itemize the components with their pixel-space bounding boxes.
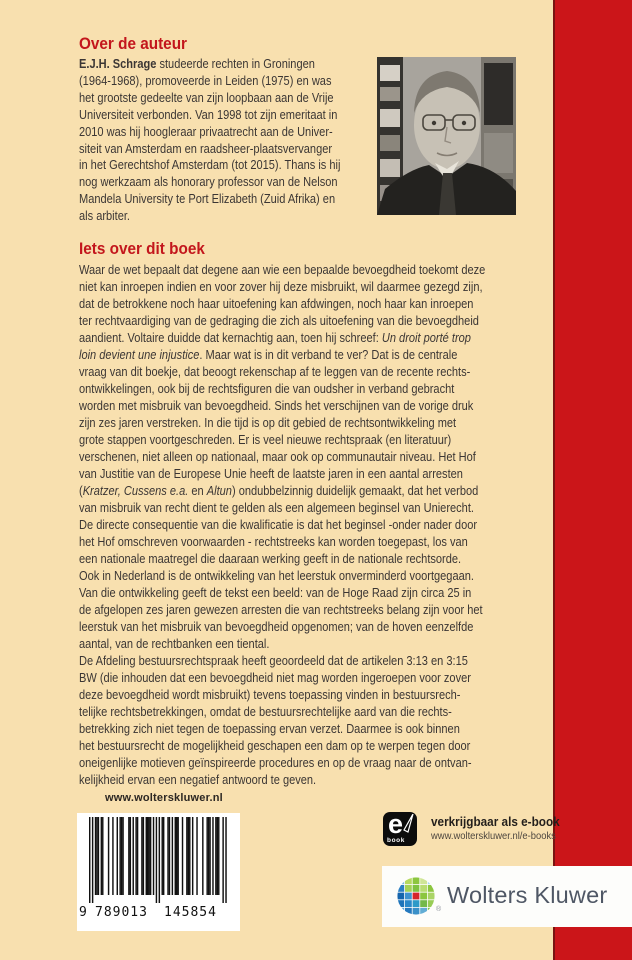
text-segment: ( bbox=[79, 483, 83, 498]
text-segment: Kratzer, Cussens e.a. bbox=[82, 483, 189, 498]
publisher-band bbox=[382, 866, 632, 927]
text-segment: BW (die inhouden dat een bevoegdheid niet mag worden ingeroepen voor zover bbox=[79, 670, 471, 685]
text-segment: De Afdeling bestuursrechtspraak heeft geoordeeld dat de artikelen 3:13 en 3:15 bbox=[79, 653, 468, 668]
text-line bbox=[79, 465, 555, 482]
text-line bbox=[79, 669, 555, 686]
text-segment: het Hof omschreven voorwaarden - rechtstreeks kan worden toegepast, los van bbox=[79, 534, 468, 549]
ebook-logo-icon bbox=[383, 809, 417, 846]
barcode-digit-group: 9 bbox=[79, 905, 88, 920]
text-segment: een nationale maatregel die daaraan werking geeft in de nationale rechtsorde. bbox=[79, 551, 462, 566]
text-segment: studeerde rechten in Groningen bbox=[156, 56, 315, 71]
text-segment: worden met misbruik van bevoegdheid. Sinds het verschijnen van de vorige druk bbox=[79, 398, 474, 413]
ebook-availability-url: www.wolterskluwer.nl/e-books bbox=[431, 831, 556, 842]
text-line bbox=[79, 703, 555, 720]
text-line bbox=[79, 754, 555, 771]
text-line bbox=[79, 737, 555, 754]
ebook-logo-book: book bbox=[387, 837, 405, 844]
text-segment: siteit van Amsterdam en raadsheer-plaatsvervanger bbox=[79, 140, 333, 156]
text-segment: kelijkheid ervan een negatief antwoord te geven. bbox=[79, 772, 317, 787]
publisher-name: Wolters Kluwer bbox=[447, 882, 608, 908]
barcode-bars bbox=[77, 813, 240, 905]
text-segment: deze bevoegdheid wordt misbruikt) tevens toepassing vinden in bestuursrech- bbox=[79, 687, 461, 702]
text-line bbox=[79, 771, 555, 788]
text-line bbox=[79, 397, 555, 414]
text-segment: . Maar wat is in dit verband te ver? Dat is de centrale bbox=[199, 347, 458, 362]
text-segment: vraag van dit boekje, dat beoogt rekenschap af te leggen van de recente rechts- bbox=[79, 364, 471, 379]
text-segment: Waar de wet bepaalt dat degene aan wie een bepaalde bevoegdheid toekomt deze bbox=[79, 262, 486, 277]
text-line bbox=[79, 516, 555, 533]
text-segment: De directe consequentie van die kwalificatie is dat het beginsel -onder nader door bbox=[79, 517, 478, 532]
text-line bbox=[79, 550, 555, 567]
text-segment: het bestuursrecht de mogelijkheid geschapen een dam op te werpen tegen door bbox=[79, 738, 471, 753]
text-segment: nog werkzaam als honorary professor van de Nelson bbox=[79, 174, 338, 190]
text-segment: Ook in Nederland is de ontwikkeling van het leerstuk onverminderd voortgegaan. bbox=[79, 568, 474, 583]
text-line bbox=[79, 686, 555, 703]
text-line bbox=[79, 380, 555, 397]
text-segment: van misbruik van recht dient te gelden als een algemeen beginsel van Unierecht. bbox=[79, 500, 474, 515]
text-segment: aantal, van de rechtbanken een tiental. bbox=[79, 636, 270, 651]
text-segment: telijke rechtsbetrekkingen, omdat de bestuursrechtelijke aard van die rechts- bbox=[79, 704, 452, 719]
ebook-availability bbox=[383, 811, 613, 851]
text-segment: leerstuk van het misbruik van bevoegdheid opgenomen; van de hoven eenzelfde bbox=[79, 619, 474, 634]
text-line bbox=[79, 295, 555, 312]
text-segment: grote stappen voortgeschreden. Er is veel nieuwe rechtspraak (en literatuur) bbox=[79, 432, 452, 447]
text-segment: 2010 was hij hoogleraar privaatrecht aan de Univer- bbox=[79, 123, 333, 139]
wolters-kluwer-globe-icon bbox=[397, 877, 435, 915]
text-line bbox=[79, 261, 555, 278]
text-line bbox=[79, 329, 555, 346]
text-segment: Van die ontwikkeling geeft de tekst een beeld: van de Hoge Raad zijn circa 25 in bbox=[79, 585, 472, 600]
text-segment: als arbiter. bbox=[79, 208, 130, 224]
text-segment: ) ondubbelzinnig duidelijk gemaakt, dat het verbod bbox=[231, 483, 479, 498]
isbn-barcode bbox=[77, 813, 240, 931]
author-photo bbox=[377, 57, 516, 215]
text-line bbox=[79, 567, 555, 584]
author-biography-text bbox=[79, 56, 632, 225]
text-segment: verschenen, niet alleen op nationaal, maar ook op communautair niveau. Het Hof bbox=[79, 449, 476, 464]
text-segment: Altun bbox=[206, 483, 232, 498]
barcode-digit-group: 789013 bbox=[95, 905, 148, 920]
text-line bbox=[79, 414, 555, 431]
text-segment: oneigenlijke motieven geïnspireerde procedures en op de vraag naar de ontvan- bbox=[79, 755, 472, 770]
text-segment: ter rechtvaardiging van de gedraging die zich als uitoefening van die bevoegdheid bbox=[79, 313, 479, 328]
text-segment: van Justitie van de Europese Unie heeft de laatste jaren in een aantal arresten bbox=[79, 466, 463, 481]
text-line bbox=[79, 601, 555, 618]
text-segment: Universiteit verbonden. Van 1998 tot zijn emeritaat in bbox=[79, 106, 338, 122]
text-segment: niet kan inroepen indien en voor zover hij deze misbruikt, wil daarmee gezegd zijn, bbox=[79, 279, 483, 294]
text-line bbox=[79, 635, 555, 652]
barcode-digit-group: 145854 bbox=[164, 905, 217, 920]
text-line bbox=[79, 312, 555, 329]
author-portrait-illustration bbox=[377, 57, 516, 215]
registered-mark: ® bbox=[436, 906, 442, 913]
text-line bbox=[79, 720, 555, 737]
text-segment: (1964-1968), promoveerde in Leiden (1975) en was bbox=[79, 72, 332, 88]
text-line bbox=[79, 584, 555, 601]
text-line bbox=[79, 278, 555, 295]
text-line bbox=[79, 533, 555, 550]
ebook-availability-title: verkrijgbaar als e-book bbox=[431, 815, 560, 829]
text-segment: Mandela University te Port Elizabeth (Zuid Afrika) en bbox=[79, 191, 336, 207]
text-line bbox=[79, 346, 555, 363]
text-line bbox=[79, 652, 555, 669]
text-segment: de afgelopen zes jaren gewezen arresten die van rechtstreeks belang zijn voor het bbox=[79, 602, 483, 617]
text-segment: dat de betrokkene noch haar uitoefening kan afdwingen, noch haar kan inroepen bbox=[79, 296, 474, 311]
text-segment: zijn zes jaren verstreken. In die tijd is op dit gebied de rechtsontwikkeling met bbox=[79, 415, 457, 430]
text-segment: aandient. Voltaire duidde dat kernachtig aan, toen hij schreef: bbox=[79, 330, 382, 345]
text-segment: Un droit porté trop bbox=[381, 330, 471, 345]
text-line bbox=[79, 431, 555, 448]
publisher-website: www.wolterskluwer.nl bbox=[105, 792, 223, 804]
text-segment: betrekking zich niet tegen de toepassing ervan verzet. Daarmee is ook binnen bbox=[79, 721, 460, 736]
text-segment: en bbox=[188, 483, 207, 498]
text-line bbox=[79, 482, 555, 499]
ebook-logo-e: e bbox=[388, 809, 404, 839]
text-line bbox=[79, 448, 555, 465]
text-line bbox=[79, 499, 555, 516]
pen-nib-icon bbox=[401, 814, 415, 836]
section-heading-author: Over de auteur bbox=[79, 34, 187, 53]
text-segment: E.J.H. Schrage bbox=[79, 56, 157, 71]
text-segment: in het Gerechtshof Amsterdam (tot 2015). Thans is hij bbox=[79, 157, 341, 173]
text-line bbox=[79, 618, 555, 635]
text-segment: loin devient une injustice bbox=[79, 347, 200, 362]
text-segment: het grootste gedeelte van zijn loopbaan aan de Vrije bbox=[79, 89, 334, 105]
text-line bbox=[79, 363, 555, 380]
text-segment: ontwikkelingen, ook bij de rechtsfiguren die van oudsher in verband gebracht bbox=[79, 381, 455, 396]
book-description-text bbox=[79, 261, 632, 788]
section-heading-about-book: Iets over dit boek bbox=[79, 239, 205, 258]
